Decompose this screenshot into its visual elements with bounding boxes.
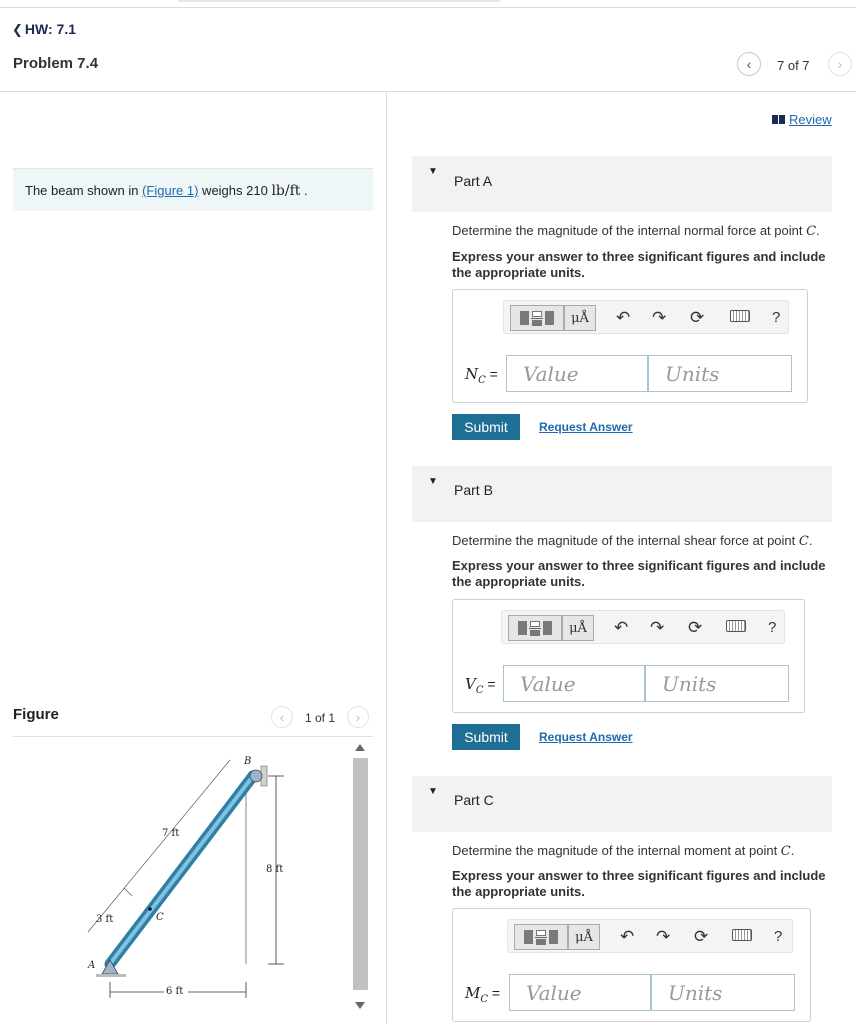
part-a-header[interactable]: [412, 156, 832, 212]
collapse-triangle-icon: ▼: [428, 476, 438, 487]
keyboard-icon[interactable]: [732, 929, 752, 941]
part-b-submit-button[interactable]: Submit: [452, 724, 520, 750]
reset-icon[interactable]: ⟳: [690, 308, 705, 327]
chevron-left-icon: ❮: [12, 22, 23, 37]
top-divider: [0, 7, 856, 8]
horizontal-label: 6 ft: [166, 986, 184, 997]
prev-problem-button[interactable]: [737, 52, 761, 76]
undo-icon[interactable]: ↶: [616, 308, 631, 327]
keyboard-icon[interactable]: [726, 620, 746, 632]
equals-sign: =: [485, 366, 498, 382]
var-symbol: N: [465, 365, 479, 383]
part-a-request-answer-link[interactable]: Request Answer: [539, 420, 633, 434]
question-point: C: [798, 534, 809, 549]
template-block-icon: [524, 930, 533, 944]
redo-icon[interactable]: ↷: [650, 618, 665, 637]
figure-pager: 1 of 1: [305, 711, 336, 725]
problem-pager: 7 of 7: [777, 58, 810, 73]
part-a-answer-box: [452, 289, 808, 403]
statement-suffix: .: [300, 183, 308, 198]
lower-length-label: 3 ft: [96, 914, 114, 925]
part-a-label: Part A: [454, 173, 493, 189]
keyboard-icon[interactable]: [730, 310, 750, 322]
part-c-header[interactable]: [412, 776, 832, 832]
variable-label: [465, 984, 500, 1005]
units-input[interactable]: [651, 974, 795, 1011]
beam-diagram: [80, 748, 300, 1004]
template-block-icon: [549, 930, 558, 944]
part-a-instruction: Express your answer to three significant figures and include the appropriate units.: [452, 249, 826, 280]
label-b: B: [244, 756, 252, 767]
part-b-question: Determine the magnitude of the internal shear force at point C.: [452, 533, 813, 549]
part-c-answer-box: [452, 908, 811, 1022]
math-toolbar: [507, 919, 793, 953]
collapse-triangle-icon: ▼: [428, 166, 438, 177]
problem-statement: [13, 168, 373, 211]
help-button[interactable]: ?: [768, 619, 777, 636]
reset-icon[interactable]: ⟳: [688, 618, 703, 637]
value-input[interactable]: [503, 665, 645, 702]
statement-prefix: The beam shown in: [25, 183, 143, 198]
header-divider: [0, 91, 856, 92]
part-c-label: Part C: [454, 792, 494, 808]
question-text: Determine the magnitude of the internal normal force at point: [452, 223, 807, 238]
statement-unit: lb/ft: [271, 183, 301, 199]
variable-label: [465, 365, 498, 386]
var-subscript: C: [475, 684, 484, 696]
equals-sign: =: [488, 985, 501, 1001]
math-toolbar: [503, 300, 789, 334]
collapse-triangle-icon: ▼: [428, 786, 438, 797]
book-icon: [772, 115, 785, 124]
part-a-question: Determine the magnitude of the internal normal force at point C.: [452, 223, 820, 239]
back-to-hw-link[interactable]: [12, 21, 76, 38]
part-b-request-answer-link[interactable]: Request Answer: [539, 730, 633, 744]
undo-icon[interactable]: ↶: [614, 618, 629, 637]
part-c-question: Determine the magnitude of the internal moment at point C.: [452, 843, 795, 859]
question-text: Determine the magnitude of the internal moment at point: [452, 843, 781, 858]
prev-figure-button[interactable]: [271, 706, 293, 728]
figure-scrollbar-thumb[interactable]: [353, 758, 368, 990]
upper-length-label: 7 ft: [162, 828, 180, 839]
point-c-marker: [148, 907, 152, 911]
chevron-right-icon: ›: [837, 56, 843, 72]
fraction-icon: [535, 930, 547, 945]
reset-icon[interactable]: ⟳: [694, 927, 709, 946]
var-subscript: C: [478, 374, 486, 386]
scroll-up-arrow[interactable]: [355, 744, 365, 751]
review-link[interactable]: [772, 112, 832, 127]
part-b-header[interactable]: [412, 466, 832, 522]
part-c-instruction: Express your answer to three significant figures and include the appropriate units.: [452, 868, 826, 899]
units-button[interactable]: μÅ: [564, 305, 596, 331]
template-block-icon: [543, 621, 552, 635]
part-b-label: Part B: [454, 482, 493, 498]
help-button[interactable]: ?: [774, 928, 783, 945]
templates-button[interactable]: [508, 615, 562, 641]
templates-button[interactable]: [510, 305, 564, 331]
problem-title: Problem 7.4: [13, 55, 99, 72]
math-toolbar: [501, 610, 785, 644]
back-label: HW: 7.1: [24, 21, 76, 37]
pin-b: [250, 770, 262, 782]
help-button[interactable]: ?: [772, 309, 781, 326]
question-text: Determine the magnitude of the internal shear force at point: [452, 533, 799, 548]
dimension-tick: [124, 888, 132, 896]
review-label: Review: [789, 112, 832, 127]
units-input[interactable]: [645, 665, 789, 702]
label-c: C: [156, 912, 164, 923]
pane-divider: [386, 92, 387, 1024]
redo-icon[interactable]: ↷: [656, 927, 671, 946]
template-block-icon: [520, 311, 529, 325]
units-input[interactable]: [648, 355, 792, 392]
statement-middle: weighs 210: [198, 183, 272, 198]
next-problem-button[interactable]: [828, 52, 852, 76]
template-block-icon: [518, 621, 527, 635]
units-button[interactable]: μÅ: [568, 924, 600, 950]
template-block-icon: [545, 311, 554, 325]
var-symbol: V: [465, 675, 476, 693]
variable-label: [465, 675, 496, 696]
question-point: C: [780, 844, 791, 859]
value-input[interactable]: [506, 355, 648, 392]
var-symbol: M: [465, 984, 481, 1002]
figure-heading: Figure: [13, 706, 59, 723]
part-b-answer-box: [452, 599, 805, 713]
label-a: A: [88, 960, 96, 971]
var-subscript: C: [480, 993, 489, 1005]
beam-highlight: [110, 776, 253, 964]
chevron-left-icon: ‹: [279, 709, 285, 725]
ground: [96, 974, 126, 977]
fraction-icon: [531, 311, 543, 326]
chevron-left-icon: ‹: [746, 56, 752, 72]
next-figure-button[interactable]: [347, 706, 369, 728]
equals-sign: =: [483, 676, 496, 692]
redo-icon[interactable]: ↷: [652, 308, 667, 327]
chevron-right-icon: ›: [355, 709, 361, 725]
top-bar-fragment: [178, 0, 500, 2]
value-input[interactable]: [509, 974, 651, 1011]
question-point: C: [806, 224, 817, 239]
units-button[interactable]: μÅ: [562, 615, 594, 641]
undo-icon[interactable]: ↶: [620, 927, 635, 946]
fraction-icon: [529, 621, 541, 636]
height-label: 8 ft: [266, 864, 284, 875]
scroll-down-arrow[interactable]: [355, 1002, 365, 1009]
figure-link[interactable]: (Figure 1): [142, 183, 199, 198]
templates-button[interactable]: [514, 924, 568, 950]
part-b-instruction: Express your answer to three significant figures and include the appropriate units.: [452, 558, 826, 589]
part-a-submit-button[interactable]: Submit: [452, 414, 520, 440]
figure-divider: [13, 736, 373, 737]
